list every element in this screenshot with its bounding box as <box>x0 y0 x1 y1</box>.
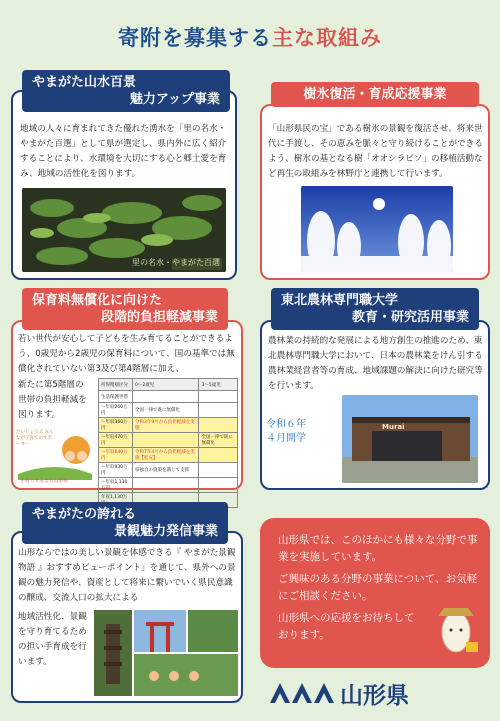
sansui-tag <box>22 70 230 112</box>
university-building-illustration <box>342 395 478 483</box>
hoiku-illustration-caption-top: たいじょうぶ みんなが子育てのサポーター <box>16 430 54 447</box>
table-cell: ～年収360万円 <box>99 418 133 433</box>
table-cell <box>133 391 199 403</box>
hoiku-tag-line1: 保育料無償化に向けた <box>32 293 163 308</box>
table-row <box>99 478 238 493</box>
noringaku-tag-line2: 教育・研究活用事業 <box>351 310 469 325</box>
hoiku-tag <box>22 288 228 330</box>
table-cell: 令和7年4月から負担軽減を実施【拡充】 <box>133 448 199 463</box>
table-cell <box>199 448 238 463</box>
noringaku-photo <box>342 395 478 483</box>
juhyo-text: 「山形県民の宝」である樹氷の景観を復活させ、将来世代に手渡し、その恵みを脈々と守り続けることができるよう、樹氷の基となる樹「オオシラビソ」の移植活動など再生の取組みを林野庁と連携して行います。 <box>268 124 483 179</box>
table-row <box>99 433 238 448</box>
sansui-tag-line2: 魅力アップ事業 <box>129 92 220 107</box>
logo-text: 山形県 <box>340 683 409 709</box>
juhyo-tag-line1: 樹氷復活・育成応援事業 <box>303 87 447 102</box>
hoiku-table <box>98 378 238 508</box>
hoiku-illustration <box>16 430 94 484</box>
yamagata-logo-icon <box>268 679 348 705</box>
table-cell <box>199 403 238 418</box>
sansui-text: 地域の人々に育まれてきた優れた湧水を「里の名水・やまがた百選」として県が選定し、県内外に広く紹介することにより、水環境を大切にする心と郷土愛を育み、地域の活性化を図ります。 <box>20 124 227 179</box>
noringaku-tag <box>271 288 479 330</box>
snow-monster-illustration <box>301 186 453 272</box>
table-cell: ～年収930万円 <box>99 463 133 478</box>
hoiku-text-top: 若い世代が安心して子どもを生み育てることができるよう、0歳児から2歳児の保育料について、国の基準では無償化されていない第3及び第4階層に加え、 <box>18 334 235 374</box>
keikan-text-top: 山形ならではの美しい景観を体感できる『 やまがた景観物語 』おすすめビューポイント」を通じて、県外への景観の魅力発信や、資産として将来に繋いでいく県民意識の醸成、交流人口の拡大による <box>18 548 236 603</box>
table-cell: ～年収470万円 <box>99 433 133 448</box>
info-paragraph: ご興味のある分野の事業について、お気軽にご相談ください。 <box>278 573 478 602</box>
table-row <box>99 403 238 418</box>
noringaku-tag-line1: 東北農林専門職大学 <box>281 293 399 308</box>
table-cell: 生活保護世帯 <box>99 391 133 403</box>
hoiku-text-side: 新たに第5階層の世帯の負担軽減を図ります。 <box>18 380 87 420</box>
table-cell <box>199 463 238 478</box>
juhyo-tag <box>271 82 479 107</box>
landscape-collage-illustration <box>94 610 238 696</box>
table-cell: ～年収1,130万円 <box>99 478 133 493</box>
keikan-tag <box>22 502 228 544</box>
info-paragraph: 山形県では、このほかにも様々な分野で事業を実施しています。 <box>278 534 478 563</box>
table-row <box>99 448 238 463</box>
noringaku-opening-line2: ４月開学 <box>266 433 306 444</box>
table-head-cell: 所得階層区分 <box>99 379 133 391</box>
page-title-accent: 主な取組み <box>272 26 382 50</box>
family-illustration <box>16 430 94 484</box>
keikan-photos <box>94 610 238 696</box>
table-cell: 年収1,130万 <box>99 493 133 508</box>
table-cell: 全国一律で既に無償化 <box>199 433 238 448</box>
table-cell <box>199 418 238 433</box>
table-cell: ～年収640万円 <box>99 448 133 463</box>
table-row <box>99 391 238 403</box>
table-cell <box>199 391 238 403</box>
noringaku-opening-line1: 令和６年 <box>266 419 306 430</box>
noringaku-opening <box>266 418 338 446</box>
table-head-cell: 3～5歳児 <box>199 379 238 391</box>
table-cell: 県独自の施策を講じて支援 <box>133 463 199 478</box>
table-cell <box>199 478 238 493</box>
keikan-tag-line1: やまがたの誇れる <box>32 507 137 522</box>
keikan-text-side: 地域活性化、景観を守り育てるための担い手育成を行います。 <box>18 612 87 667</box>
table-row <box>99 418 238 433</box>
page-title <box>0 22 500 52</box>
hoiku-illustration-caption-bottom: 子育てするなら山形県 <box>20 479 68 484</box>
keikan-tag-line2: 景観魅力発信事業 <box>113 524 218 539</box>
table-cell: 令和3年9月から負担軽減を実施 <box>133 418 199 433</box>
table-cell <box>133 433 199 448</box>
hoiku-tag-line2: 段階的負担軽減事業 <box>100 310 218 325</box>
page-title-main: 寄附を募集する <box>118 26 272 50</box>
noringaku-text: 農林業の持続的な発展による地方創生の推進のため、東北農林専門職大学において、日本の農林業をけん引する農林業経営者等の育成、地域課題の解決に向けた研究等を行います。 <box>268 336 483 391</box>
info-box <box>260 518 490 668</box>
table-head-cell: 0～2歳児 <box>133 379 199 391</box>
table-cell <box>133 478 199 493</box>
noringaku-building-sign: Murai <box>382 423 405 431</box>
info-paragraph: 山形県への応援をお待ちしております。 <box>278 612 415 641</box>
juhyo-photo <box>301 186 453 272</box>
sansui-photo-label: 里の名水・やまがた百選 <box>132 258 220 267</box>
sansui-photo <box>22 188 226 272</box>
table-row <box>99 463 238 478</box>
table-cell: 全国一律で既に無償化 <box>133 403 199 418</box>
sansui-tag-line1: やまがた山水百景 <box>32 75 137 90</box>
table-cell: ～年収260万円 <box>99 403 133 418</box>
mascot-illustration <box>426 602 486 662</box>
